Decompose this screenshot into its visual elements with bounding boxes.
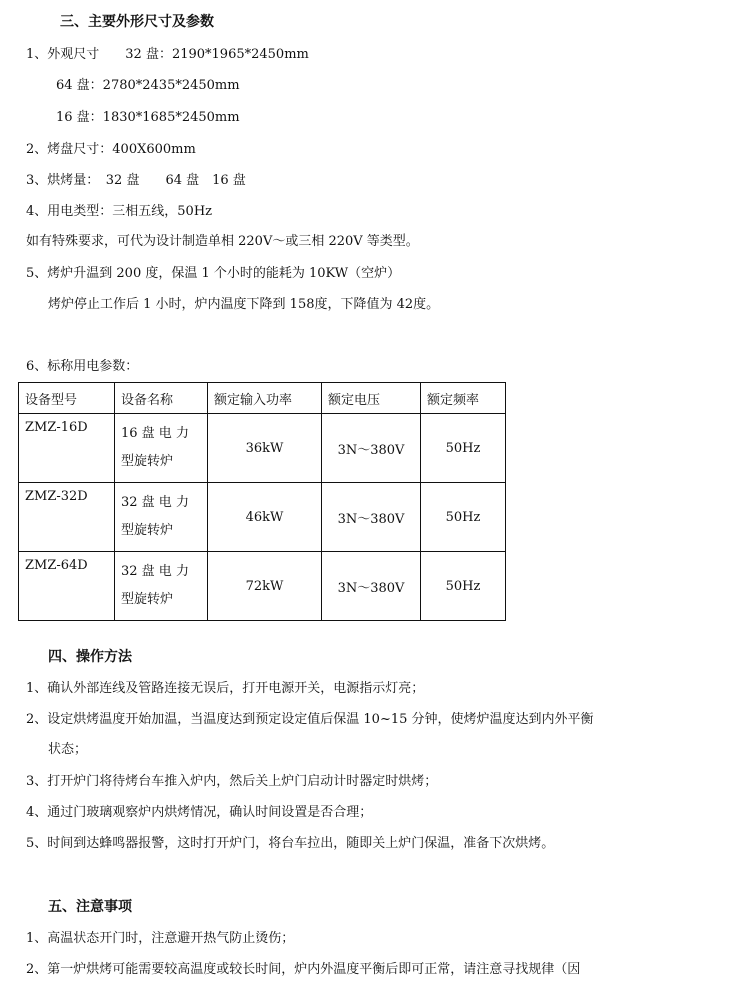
column-header: 额定频率 xyxy=(421,383,506,414)
operation-step: 状态； xyxy=(48,742,88,757)
table-row xyxy=(19,414,506,483)
operation-step: 4、通过门玻璃观察炉内烘烤情况，确认时间设置是否合理； xyxy=(26,805,373,820)
operation-step: 3、打开炉门将待烤台车推入炉内，然后关上炉门启动计时器定时烘烤； xyxy=(26,774,438,789)
caution-item: 2、第一炉烘烤可能需要较高温度或较长时间，炉内外温度平衡后即可正常，请注意寻找规律（因 xyxy=(26,962,581,977)
power-parameter-table xyxy=(18,382,506,621)
name-line: 型旋转炉 xyxy=(121,523,174,538)
spec-line: 3、烘烤量： 32 盘 64 盘 16 盘 xyxy=(26,173,246,188)
spec-line: 1、外观尺寸 32 盘：2190*1965*2450mm xyxy=(26,47,309,62)
name-cell xyxy=(115,414,208,483)
power-cell: 72kW xyxy=(208,552,322,621)
frequency-cell: 50Hz xyxy=(421,552,506,621)
column-header: 额定电压 xyxy=(322,383,421,414)
operation-step: 1、确认外部连线及管路连接无误后，打开电源开关，电源指示灯亮； xyxy=(26,681,425,696)
table-row xyxy=(19,552,506,621)
voltage-cell: 3N～380V xyxy=(322,552,421,621)
spec-line: 4、用电类型：三相五线，50Hz xyxy=(26,204,212,219)
section3-heading: 三、主要外形尺寸及参数 xyxy=(60,14,214,30)
section4-heading: 四、操作方法 xyxy=(48,649,132,665)
model-cell: ZMZ-64D xyxy=(19,552,115,621)
spec-line: 5、烤炉升温到 200 度，保温 1 个小时的能耗为 10KW（空炉） xyxy=(26,266,401,281)
name-line: 型旋转炉 xyxy=(121,592,174,607)
column-header: 设备型号 xyxy=(19,383,115,414)
model-cell: ZMZ-32D xyxy=(19,483,115,552)
name-cell xyxy=(115,483,208,552)
caution-item: 1、高温状态开门时，注意避开热气防止烫伤； xyxy=(26,931,295,946)
section5-heading: 五、注意事项 xyxy=(48,899,132,915)
column-header: 设备名称 xyxy=(115,383,208,414)
power-cell: 36kW xyxy=(208,414,322,483)
name-line: 型旋转炉 xyxy=(121,454,174,469)
frequency-cell: 50Hz xyxy=(421,483,506,552)
column-header: 额定输入功率 xyxy=(208,383,322,414)
name-line: 32 盘 电 力 xyxy=(121,495,189,510)
name-line: 16 盘 电 力 xyxy=(121,426,189,441)
power-cell: 46kW xyxy=(208,483,322,552)
voltage-cell: 3N～380V xyxy=(322,483,421,552)
name-line: 32 盘 电 力 xyxy=(121,564,189,579)
spec-line: 64 盘：2780*2435*2450mm xyxy=(56,78,240,93)
spec-line: 2、烤盘尺寸：400X600mm xyxy=(26,142,196,157)
model-cell: ZMZ-16D xyxy=(19,414,115,483)
operation-step: 5、时间到达蜂鸣器报警，这时打开炉门，将台车拉出，随即关上炉门保温，准备下次烘烤。 xyxy=(26,836,555,851)
spec-line: 如有特殊要求，可代为设计制造单相 220V～或三相 220V 等类型。 xyxy=(26,234,419,249)
spec-line: 16 盘：1830*1685*2450mm xyxy=(56,110,240,125)
table-caption: 6、标称用电参数： xyxy=(26,359,139,374)
table-header-row xyxy=(19,383,506,414)
voltage-cell: 3N～380V xyxy=(322,414,421,483)
spec-line: 烤炉停止工作后 1 小时，炉内温度下降到 158度，下降值为 42度。 xyxy=(48,297,440,312)
table-row xyxy=(19,483,506,552)
frequency-cell: 50Hz xyxy=(421,414,506,483)
operation-step: 2、设定烘烤温度开始加温，当温度达到预定设定值后保温 10~15 分钟，使烤炉温度达到内外平衡 xyxy=(26,712,594,727)
name-cell xyxy=(115,552,208,621)
